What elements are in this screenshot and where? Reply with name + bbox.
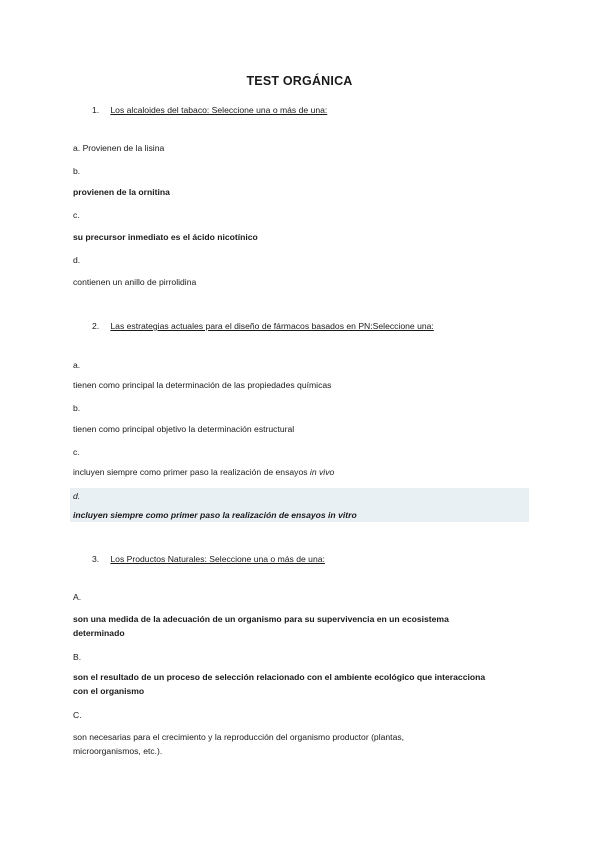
- option-2d-text: incluyen siempre como primer paso la realización de ensayos in vitro: [73, 510, 357, 520]
- question-number: 3.: [92, 554, 100, 564]
- option-2a-letter: a.: [73, 360, 81, 370]
- option-emphasis: in vivo: [309, 467, 335, 477]
- option-3b-text-2: con el organismo: [73, 686, 145, 696]
- option-3b-letter: B.: [73, 652, 82, 662]
- option-text: Provienen de la lisina: [82, 143, 165, 153]
- option-2d-letter: d.: [73, 491, 81, 501]
- option-3a-letter: A.: [73, 592, 82, 602]
- question-text: Los Productos Naturales: Seleccione una o más de una:: [110, 554, 325, 564]
- option-3c-text-1: son necesarias para el crecimiento y la reproducción del organismo productor (plantas,: [73, 732, 405, 742]
- option-2c-text: [73, 466, 533, 478]
- option-text: incluyen siempre como primer paso la realización de ensayos: [73, 467, 310, 477]
- option-letter: a.: [73, 143, 81, 153]
- question-1: [92, 105, 327, 115]
- option-3a-text-2: determinado: [73, 628, 125, 638]
- page-title: TEST ORGÁNICA: [246, 74, 353, 88]
- question-text: Las estrategias actuales para el diseño de fármacos basados en PN:Seleccione una:: [110, 321, 434, 331]
- option-1b-text: provienen de la ornitina: [73, 187, 170, 197]
- option-3c-letter: C.: [73, 710, 82, 720]
- option-2b-letter: b.: [73, 403, 81, 413]
- question-3: [92, 554, 325, 564]
- question-text: Los alcaloides del tabaco: Seleccione una o más de una:: [110, 105, 328, 115]
- option-2b-text: tienen como principal objetivo la determinación estructural: [73, 424, 295, 434]
- option-1d-text: contienen un anillo de pirrolidina: [73, 277, 197, 287]
- question-number: 1.: [92, 105, 100, 115]
- option-3a-text-1: son una medida de la adecuación de un organismo para su supervivencia en un ecosistema: [73, 614, 449, 624]
- option-1c-text: su precursor inmediato es el ácido nicotínico: [73, 232, 258, 242]
- option-3b-text-1: son el resultado de un proceso de selección relacionado con el ambiente ecológico que interacciona: [73, 672, 486, 682]
- option-1a: [73, 142, 533, 154]
- option-1d-letter: d.: [73, 255, 81, 265]
- option-3c-text-2: microorganismos, etc.).: [73, 746, 163, 756]
- question-number: 2.: [92, 321, 100, 331]
- option-1b-letter: b.: [73, 166, 81, 176]
- option-2c-letter: c.: [73, 447, 80, 457]
- question-2: [92, 321, 434, 331]
- option-2a-text: tienen como principal la determinación de las propiedades químicas: [73, 380, 332, 390]
- option-1c-letter: c.: [73, 210, 80, 220]
